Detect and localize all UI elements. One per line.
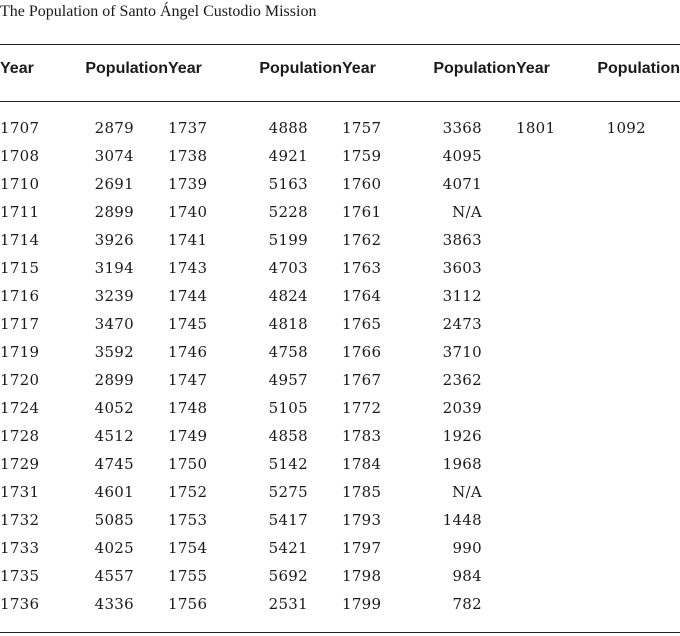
year-cell: 1757 [342, 119, 382, 137]
spacer-row [0, 86, 680, 114]
population-cell: 5085 [94, 511, 134, 529]
year-cell: 1759 [342, 147, 382, 165]
year-cell: 1783 [342, 427, 382, 445]
population-cell: 2899 [94, 371, 134, 389]
population-cell: 3368 [442, 119, 482, 137]
population-cell: 2473 [442, 315, 482, 333]
population-cell [566, 142, 680, 170]
column-header-year-1: Year [0, 60, 34, 77]
year-cell: 1772 [342, 399, 382, 417]
year-cell: 1763 [342, 259, 382, 277]
year-cell: 1756 [168, 595, 208, 613]
population-cell [566, 506, 680, 534]
column-header-population-2: Population [259, 60, 342, 77]
population-cell: 3926 [94, 231, 134, 249]
table-caption: The Population of Santo Ángel Custodio Mission [0, 3, 317, 20]
population-cell [566, 282, 680, 310]
population-cell: 5421 [268, 539, 308, 557]
population-cell: 4824 [268, 287, 308, 305]
population-cell: 5163 [268, 175, 308, 193]
population-cell: 3112 [442, 287, 482, 305]
population-cell [566, 450, 680, 478]
population-cell: 4888 [268, 119, 308, 137]
population-cell: 3239 [94, 287, 134, 305]
year-cell: 1729 [0, 455, 40, 473]
population-cell [566, 310, 680, 338]
table-row [0, 198, 680, 226]
year-cell: 1767 [342, 371, 382, 389]
population-cell: 1968 [442, 455, 482, 473]
year-cell: 1735 [0, 567, 40, 585]
population-cell: 4758 [268, 343, 308, 361]
table-row [0, 310, 680, 338]
year-cell: 1743 [168, 259, 208, 277]
year-cell [516, 282, 566, 310]
year-cell: 1752 [168, 483, 208, 501]
year-cell: 1715 [0, 259, 40, 277]
population-cell: 3592 [94, 343, 134, 361]
year-cell: 1749 [168, 427, 208, 445]
year-cell: 1760 [342, 175, 382, 193]
population-cell: N/A [452, 203, 482, 221]
population-cell [566, 338, 680, 366]
year-cell: 1798 [342, 567, 382, 585]
population-cell [566, 366, 680, 394]
year-cell: 1747 [168, 371, 208, 389]
year-cell: 1731 [0, 483, 40, 501]
year-cell [516, 142, 566, 170]
population-cell: 2362 [442, 371, 482, 389]
population-cell: 2879 [94, 119, 134, 137]
population-cell: 4052 [94, 399, 134, 417]
year-cell: 1719 [0, 343, 40, 361]
year-cell [516, 254, 566, 282]
table-row [0, 226, 680, 254]
year-cell: 1720 [0, 371, 40, 389]
population-cell: 4336 [94, 595, 134, 613]
year-cell: 1732 [0, 511, 40, 529]
year-cell: 1748 [168, 399, 208, 417]
year-cell [516, 590, 566, 618]
year-cell: 1716 [0, 287, 40, 305]
year-cell [516, 562, 566, 590]
year-cell: 1737 [168, 119, 208, 137]
year-cell: 1733 [0, 539, 40, 557]
population-cell: 1092 [606, 119, 646, 137]
column-header-population-3: Population [433, 60, 516, 77]
year-cell: 1764 [342, 287, 382, 305]
year-cell: 1750 [168, 455, 208, 473]
year-cell [516, 534, 566, 562]
table-row [0, 338, 680, 366]
year-cell: 1784 [342, 455, 382, 473]
year-cell: 1765 [342, 315, 382, 333]
population-cell: 4512 [94, 427, 134, 445]
header-row [0, 52, 680, 86]
population-cell: 2531 [268, 595, 308, 613]
population-cell: 1448 [442, 511, 482, 529]
year-cell: 1728 [0, 427, 40, 445]
population-cell: 984 [452, 567, 482, 585]
year-cell: 1740 [168, 203, 208, 221]
population-cell: 5142 [268, 455, 308, 473]
year-cell: 1708 [0, 147, 40, 165]
year-cell [516, 450, 566, 478]
year-cell: 1738 [168, 147, 208, 165]
year-cell [516, 506, 566, 534]
population-cell [566, 478, 680, 506]
population-table [0, 52, 680, 618]
year-cell: 1745 [168, 315, 208, 333]
year-cell: 1714 [0, 231, 40, 249]
table-body [0, 86, 680, 618]
population-cell: 4025 [94, 539, 134, 557]
year-cell [516, 338, 566, 366]
year-cell: 1799 [342, 595, 382, 613]
table-row [0, 394, 680, 422]
table-row [0, 254, 680, 282]
column-header-population-1: Population [85, 60, 168, 77]
population-cell: 4071 [442, 175, 482, 193]
population-cell: 2039 [442, 399, 482, 417]
year-cell [516, 394, 566, 422]
year-cell: 1711 [0, 203, 40, 221]
year-cell: 1744 [168, 287, 208, 305]
population-cell: N/A [452, 483, 482, 501]
year-cell [516, 170, 566, 198]
population-cell: 4703 [268, 259, 308, 277]
year-cell: 1801 [516, 119, 556, 137]
table-row [0, 450, 680, 478]
column-header-year-3: Year [342, 60, 376, 77]
table-row [0, 506, 680, 534]
year-cell [516, 198, 566, 226]
table-row [0, 114, 680, 142]
bottom-rule [0, 632, 680, 633]
population-cell [566, 254, 680, 282]
year-cell: 1746 [168, 343, 208, 361]
population-cell [566, 562, 680, 590]
column-header-year-4: Year [516, 60, 550, 77]
population-cell: 4858 [268, 427, 308, 445]
population-cell [566, 394, 680, 422]
table-row [0, 478, 680, 506]
population-cell: 5692 [268, 567, 308, 585]
population-cell: 5228 [268, 203, 308, 221]
population-cell: 782 [452, 595, 482, 613]
table-row [0, 534, 680, 562]
year-cell: 1707 [0, 119, 40, 137]
population-cell: 4957 [268, 371, 308, 389]
table-row [0, 366, 680, 394]
year-cell: 1753 [168, 511, 208, 529]
table-row [0, 422, 680, 450]
population-cell: 4601 [94, 483, 134, 501]
population-cell: 5417 [268, 511, 308, 529]
population-cell: 4921 [268, 147, 308, 165]
population-cell: 4745 [94, 455, 134, 473]
population-cell: 990 [452, 539, 482, 557]
population-cell: 4095 [442, 147, 482, 165]
population-cell [566, 422, 680, 450]
population-cell: 5199 [268, 231, 308, 249]
year-cell: 1761 [342, 203, 382, 221]
population-cell: 4818 [268, 315, 308, 333]
population-cell: 1926 [442, 427, 482, 445]
table-row [0, 142, 680, 170]
table-row [0, 590, 680, 618]
year-cell: 1762 [342, 231, 382, 249]
population-cell: 3603 [442, 259, 482, 277]
year-cell: 1793 [342, 511, 382, 529]
column-header-year-2: Year [168, 60, 202, 77]
population-cell: 5275 [268, 483, 308, 501]
year-cell [516, 310, 566, 338]
population-cell: 3863 [442, 231, 482, 249]
year-cell: 1724 [0, 399, 40, 417]
table-row [0, 282, 680, 310]
population-cell: 2691 [94, 175, 134, 193]
population-cell: 5105 [268, 399, 308, 417]
population-cell [566, 170, 680, 198]
year-cell [516, 422, 566, 450]
year-cell: 1717 [0, 315, 40, 333]
population-cell: 3470 [94, 315, 134, 333]
population-cell: 3710 [442, 343, 482, 361]
population-cell [566, 226, 680, 254]
population-cell [566, 590, 680, 618]
year-cell [516, 478, 566, 506]
population-cell: 3194 [94, 259, 134, 277]
year-cell: 1797 [342, 539, 382, 557]
population-cell: 2899 [94, 203, 134, 221]
population-cell: 4557 [94, 567, 134, 585]
table-row [0, 170, 680, 198]
year-cell [516, 366, 566, 394]
column-header-population-4: Population [597, 60, 680, 77]
year-cell: 1739 [168, 175, 208, 193]
year-cell: 1755 [168, 567, 208, 585]
year-cell: 1736 [0, 595, 40, 613]
year-cell: 1710 [0, 175, 40, 193]
year-cell: 1754 [168, 539, 208, 557]
year-cell: 1766 [342, 343, 382, 361]
table-row [0, 562, 680, 590]
population-cell [566, 198, 680, 226]
population-cell: 3074 [94, 147, 134, 165]
year-cell: 1785 [342, 483, 382, 501]
year-cell: 1741 [168, 231, 208, 249]
top-rule [0, 44, 680, 45]
year-cell [516, 226, 566, 254]
population-cell [566, 534, 680, 562]
